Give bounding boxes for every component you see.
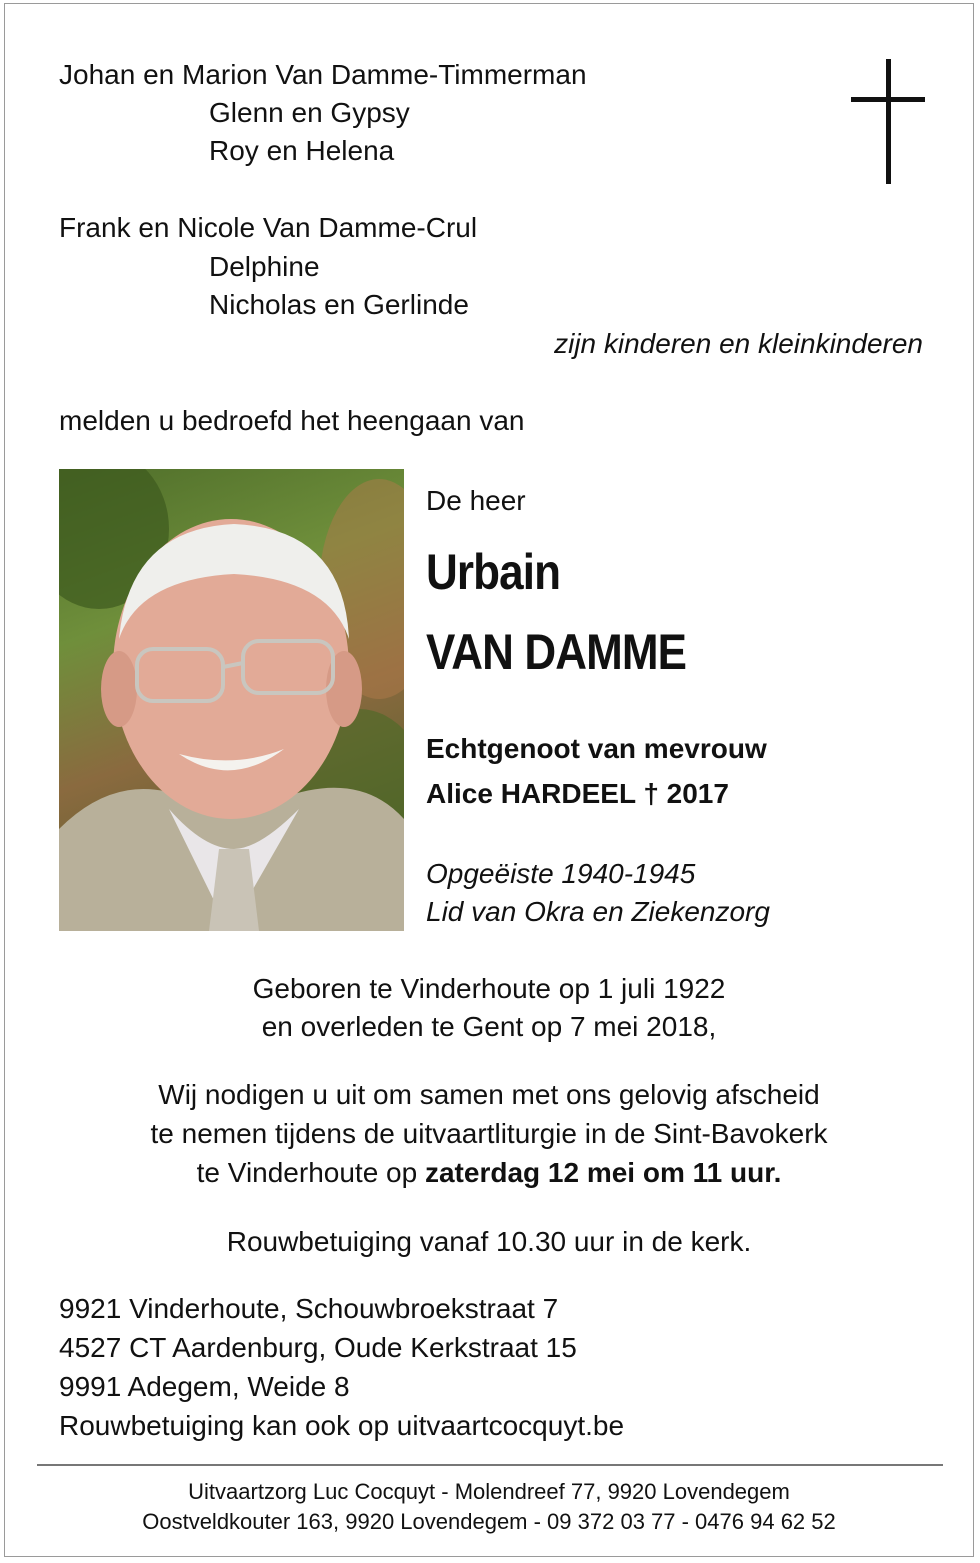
spouse-line2: Alice HARDEEL † 2017 xyxy=(426,778,729,809)
deceased-title: De heer xyxy=(426,485,526,516)
family-relation: zijn kinderen en kleinkinderen xyxy=(554,328,923,359)
invitation-line1: Wij nodigen u uit om samen met ons gelovig afscheid xyxy=(158,1079,820,1110)
address-line: 4527 CT Aardenburg, Oude Kerkstraat 15 xyxy=(59,1332,577,1363)
family-group1-parents: Johan en Marion Van Damme-Timmerman xyxy=(59,59,587,90)
born-line: Geboren te Vinderhoute op 1 juli 1922 xyxy=(252,973,726,1004)
condolence-line: Rouwbetuiging vanaf 10.30 uur in de kerk. xyxy=(226,1226,752,1257)
deceased-note1: Opgeëiste 1940-1945 xyxy=(426,858,696,889)
family-group2-child: Delphine xyxy=(209,251,320,282)
invitation-line3-prefix: te Vinderhoute op xyxy=(196,1157,425,1188)
family-group2-child: Nicholas en Gerlinde xyxy=(209,289,469,320)
cross-icon xyxy=(851,59,925,184)
footer-line1: Uitvaartzorg Luc Cocquyt - Molendreef 77, 9920 Lovendegem xyxy=(188,1479,790,1504)
ceremony-datetime: zaterdag 12 mei om 11 uur. xyxy=(424,1157,782,1188)
family-group1-child: Roy en Helena xyxy=(209,135,395,166)
online-condolence-line: Rouwbetuiging kan ook op uitvaartcocquyt.be xyxy=(59,1410,625,1441)
address-line: 9991 Adegem, Weide 8 xyxy=(59,1371,350,1402)
portrait-photo xyxy=(59,469,404,931)
footer-line2: Oostveldkouter 163, 9920 Lovendegem - 09 372 03 77 - 0476 94 62 52 xyxy=(142,1509,836,1534)
family-group1-child: Glenn en Gypsy xyxy=(209,97,410,128)
death-notice xyxy=(4,3,974,1557)
died-line: en overleden te Gent op 7 mei 2018, xyxy=(261,1011,717,1042)
announcement: melden u bedroefd het heengaan van xyxy=(59,405,525,436)
family-group2-parents: Frank en Nicole Van Damme-Crul xyxy=(59,212,478,243)
invitation-line2: te nemen tijdens de uitvaartliturgie in de Sint-Bavokerk xyxy=(150,1118,828,1149)
deceased-note2: Lid van Okra en Ziekenzorg xyxy=(426,896,770,927)
invitation-line3 xyxy=(5,1154,973,1192)
spouse-line1: Echtgenoot van mevrouw xyxy=(426,733,767,764)
deceased-first-name: Urbain xyxy=(426,544,561,600)
address-line: 9921 Vinderhoute, Schouwbroekstraat 7 xyxy=(59,1293,559,1324)
divider xyxy=(37,1464,943,1466)
deceased-last-name: VAN DAMME xyxy=(426,624,687,680)
